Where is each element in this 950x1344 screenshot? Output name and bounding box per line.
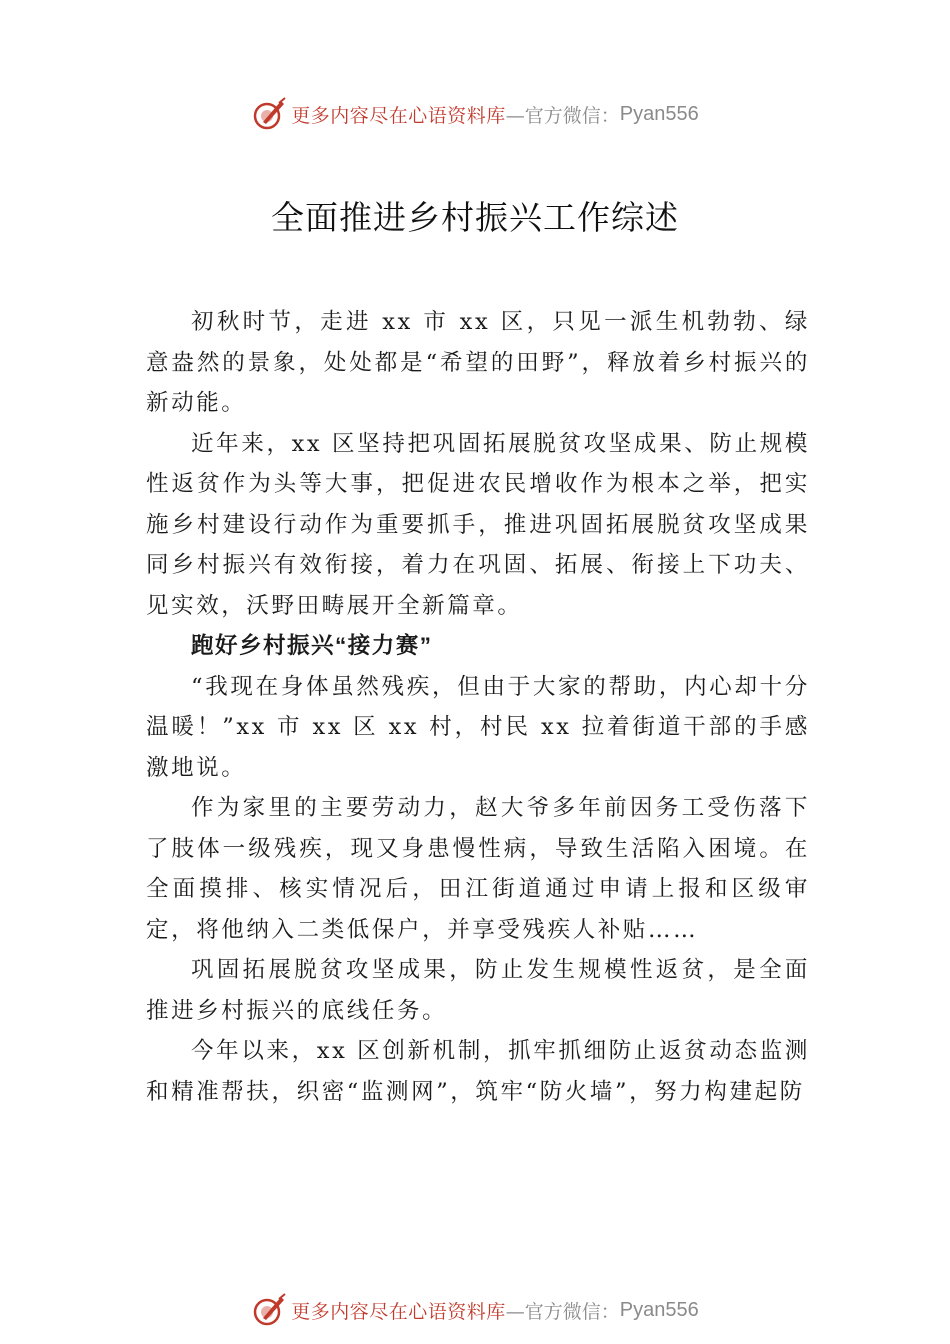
- section-heading: 跑好乡村振兴“接力赛”: [191, 633, 433, 658]
- quill-seal-icon: [251, 96, 287, 132]
- paragraph: 近年来，xx 区坚持把巩固拓展脱贫攻坚成果、防止规模性返贫作为头等大事，把促进农民增收作为根本之举，把实施乡村建设行动作为重要抓手，推进巩固拓展脱贫攻坚成果同乡村振兴有效衔接，着力在巩固、拓展、衔接上下功夫、 见实效，沃野田畴展开全新篇章。: [146, 430, 810, 619]
- paragraph: 初秋时节，走进 xx 市 xx 区，只见一派生机勃勃、绿意盎然的景象，处处都是“希望的田野”，释放着乡村振兴的新动能。: [146, 309, 810, 416]
- paragraph: 巩固拓展脱贫攻坚成果，防止发生规模性返贫，是全面推进乡村振兴的底线任务。: [146, 957, 810, 1024]
- promo-text: 更多内容尽在心语资料库: [291, 1300, 506, 1323]
- document-body: [146, 302, 810, 1112]
- document-title: 全面推进乡村振兴工作综述: [271, 198, 679, 237]
- paragraph: 今年以来，xx 区创新机制，抓牢抓细防止返贫动态监测和精准帮扶，织密“监测网”，筑牢“防火墙”，努力构建起防: [146, 1038, 810, 1105]
- wechat-id: Pyan556: [619, 1298, 699, 1321]
- quill-seal-icon: [251, 1292, 287, 1328]
- promo-wechat-label: —官方微信：: [505, 1300, 620, 1323]
- paragraph: 作为家里的主要劳动力，赵大爷多年前因务工受伤落下了肢体一级残疾，现又身患慢性病，导致生活陷入困境。在全面摸排、核实情况后，田江街道通过申请上报和区级审定，将他纳入二类低保户，并享受残疾人补贴……: [146, 795, 810, 943]
- footer-promo-banner: [0, 1290, 950, 1330]
- promo-text: 更多内容尽在心语资料库: [291, 104, 506, 127]
- paragraph: “我现在身体虽然残疾，但由于大家的帮助，内心却十分温暖！”xx 市 xx 区 xx 村，村民 xx 拉着街道干部的手感激地说。: [146, 673, 810, 781]
- header-promo-banner: [0, 94, 950, 134]
- promo-wechat-label: —官方微信：: [505, 104, 620, 127]
- wechat-id: Pyan556: [619, 102, 699, 125]
